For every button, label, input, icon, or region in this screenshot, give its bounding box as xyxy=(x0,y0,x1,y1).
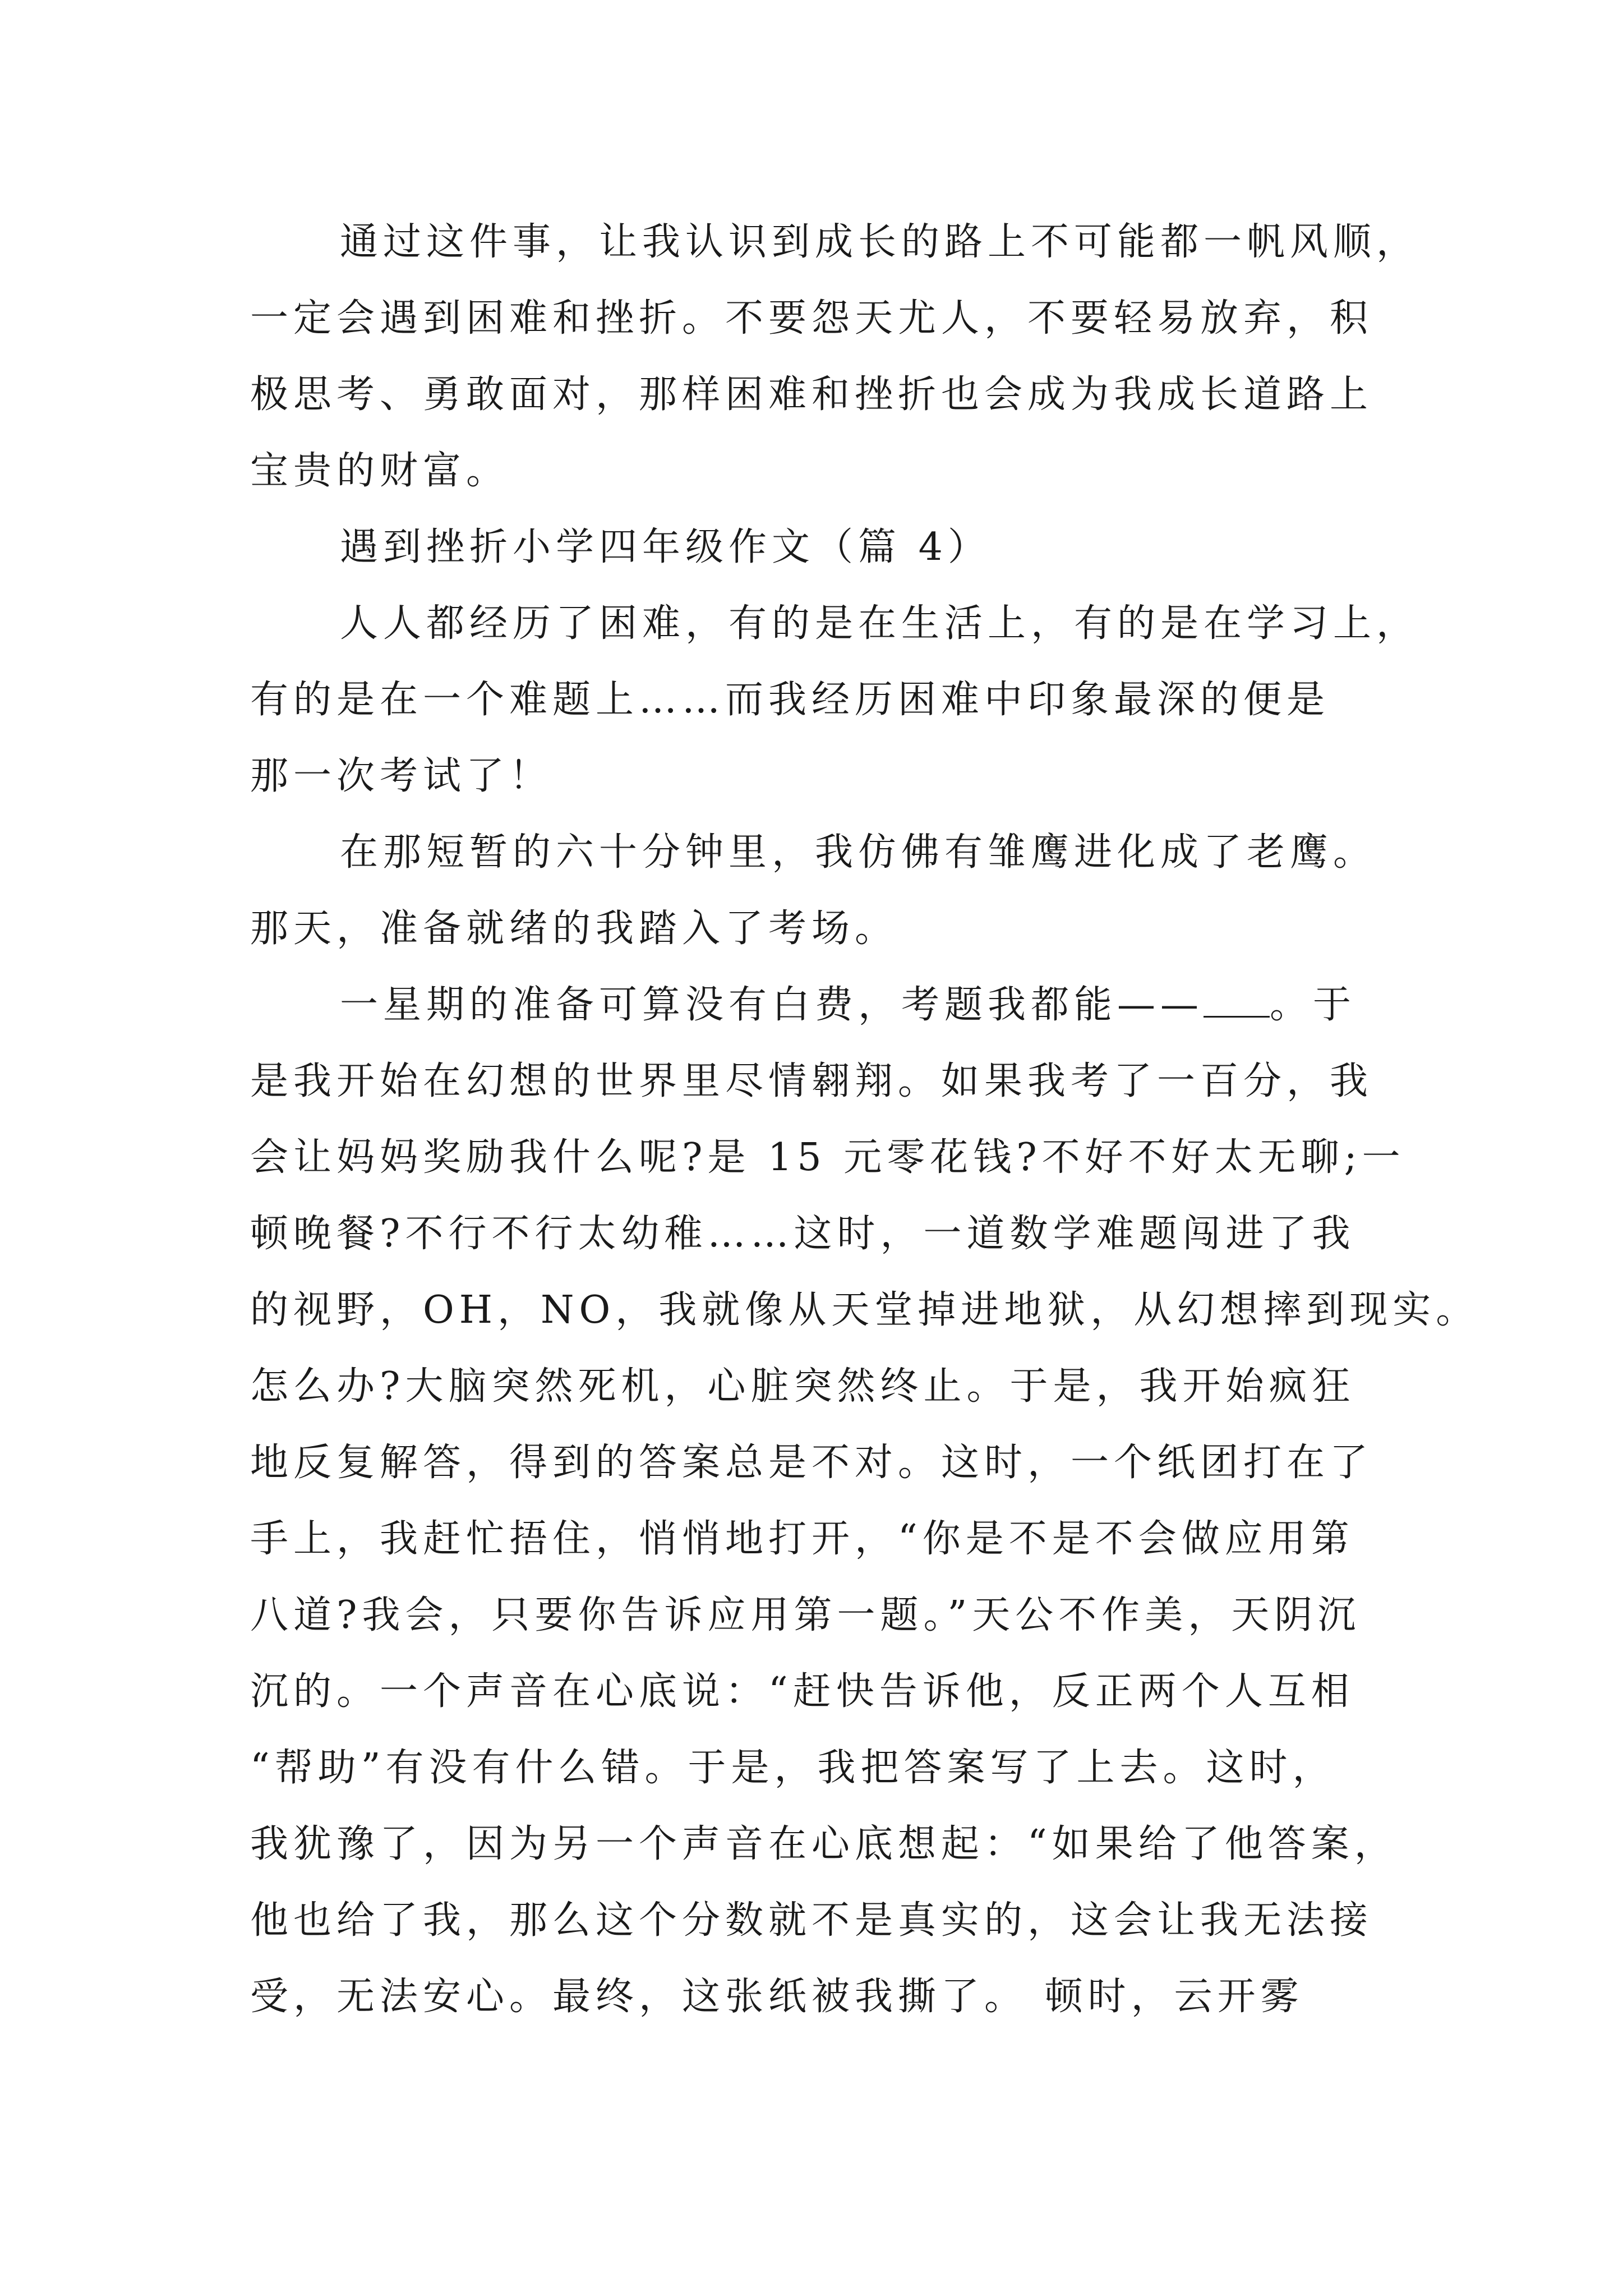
paragraph-line: 沉的。一个声音在心底说：“赶快告诉他，反正两个人互相 xyxy=(250,1669,1354,1714)
paragraph-line: 那天，准备就绪的我踏入了考场。 xyxy=(250,907,898,951)
paragraph-line: 的视野，OH，NO，我就像从天堂掉进地狱，从幻想摔到现实。 xyxy=(250,1288,1479,1332)
paragraph-line: 地反复解答，得到的答案总是不对。这时，一个纸团打在了 xyxy=(250,1441,1373,1485)
paragraph-line: 在那短暂的六十分钟里，我仿佛有雏鹰进化成了老鹰。 xyxy=(340,830,1377,875)
section-heading: 遇到挫折小学四年级作文（篇 4） xyxy=(340,525,991,569)
paragraph-line: 人人都经历了困难，有的是在生活上，有的是在学习上， xyxy=(340,601,1420,646)
paragraph-line: 八道?我会，只要你告诉应用第一题。”天公不作美，天阴沉 xyxy=(250,1593,1361,1637)
paragraph-line: 宝贵的财富。 xyxy=(250,449,510,493)
paragraph-line: 我犹豫了，因为另一个声音在心底想起：“如果给了他答案， xyxy=(250,1822,1398,1866)
line-segment: 。于 xyxy=(1270,983,1357,1027)
paragraph-line: 会让妈妈奖励我什么呢?是 15 元零花钱?不好不好太无聊;一 xyxy=(250,1135,1405,1180)
fill-in-blank xyxy=(1204,984,1270,1018)
paragraph-line: 受，无法安心。最终，这张纸被我撕了。 顿时，云开雾 xyxy=(250,1975,1304,2019)
line-segment: 一星期的准备可算没有白费，考题我都能—— xyxy=(340,983,1204,1027)
paragraph-line: 顿晚餐?不行不行太幼稚……这时，一道数学难题闯进了我 xyxy=(250,1212,1355,1256)
paragraph-line: 是我开始在幻想的世界里尽情翱翔。如果我考了一百分，我 xyxy=(250,1059,1373,1103)
paragraph-line: 有的是在一个难题上……而我经历困难中印象最深的便是 xyxy=(250,678,1330,722)
paragraph-line: “帮助”有没有什么错。于是，我把答案写了上去。这时， xyxy=(250,1746,1336,1790)
paragraph-line: 极思考、勇敢面对，那样困难和挫折也会成为我成长道路上 xyxy=(250,372,1373,417)
paragraph-line: 他也给了我，那么这个分数就不是真实的，这会让我无法接 xyxy=(250,1898,1373,1943)
paragraph-line: 那一次考试了！ xyxy=(250,754,553,798)
paragraph-line: 手上，我赶忙捂住，悄悄地打开，“你是不是不会做应用第 xyxy=(250,1517,1354,1561)
paragraph-line: 一定会遇到困难和挫折。不要怨天尤人，不要轻易放弃，积 xyxy=(250,296,1373,341)
paragraph-line: 怎么办?大脑突然死机，心脏突然终止。于是，我开始疯狂 xyxy=(250,1364,1355,1409)
paragraph-line xyxy=(340,977,1405,1033)
paragraph-line: 通过这件事，让我认识到成长的路上不可能都一帆风顺， xyxy=(340,220,1420,264)
